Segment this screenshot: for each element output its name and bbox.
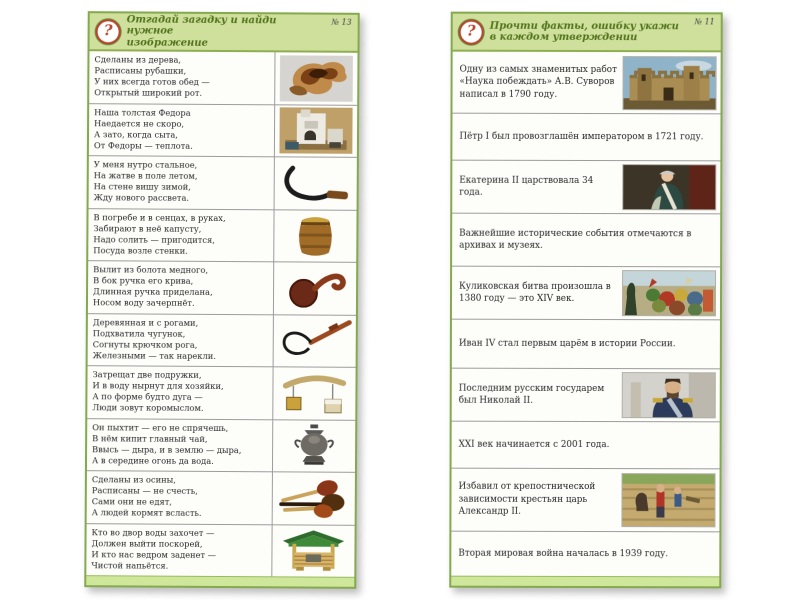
fact-text: Вторая мировая война началась в 1939 году. <box>458 548 669 559</box>
yoke-buckets-image <box>272 367 355 419</box>
nicholas-portrait-image <box>622 372 716 418</box>
stove-image <box>274 105 357 157</box>
fact-row <box>451 531 719 576</box>
question-mark-icon: ? <box>96 19 121 44</box>
riddle-text: Сделаны из осины, Расписаны — не счесть, Сами они не едят, А людей кормят всласть. <box>91 474 202 519</box>
riddle-card-title <box>127 14 352 50</box>
facts-card-header <box>453 14 721 53</box>
barrel-image <box>273 210 356 262</box>
catherine-portrait-image <box>622 164 716 210</box>
ladle-image <box>273 262 356 314</box>
riddle-card-header <box>90 13 358 53</box>
riddle-row <box>88 261 356 315</box>
spoons-image <box>272 472 355 524</box>
riddle-rows-container <box>86 51 357 577</box>
facts-rows-container <box>451 52 720 577</box>
fact-row <box>452 369 720 423</box>
riddle-text: Наша толстая Федора Наедается не скоро, А зато, когда сыта, От Федоры — теплота. <box>93 106 193 151</box>
fortress-image <box>622 56 716 110</box>
riddle-row <box>89 104 357 158</box>
riddle-row <box>87 471 355 525</box>
fact-text: Пётр I был провозглашён императором в 1721 году. <box>459 131 704 143</box>
riddle-card-number: № 13 <box>331 17 352 27</box>
fact-row <box>451 469 719 532</box>
fact-row <box>452 161 720 215</box>
facts-card-title <box>490 20 715 44</box>
riddle-row <box>87 419 355 473</box>
facts-card-title-line2: в каждом утверждении <box>489 31 638 44</box>
riddle-text: Кто во двор воды захочет — Должен выйти поскорей, И кто нас ведром заденет — Чистой напьётся. <box>91 526 217 571</box>
riddle-text: Затрещат две подружки, И в воду нырнут для хозяйки, А по форме будто дуга — Люди зовут коромыслом. <box>92 369 224 414</box>
fact-text: Иван IV стал первым царём в истории России. <box>458 338 676 350</box>
fact-text: Одну из самых знаменитых работ «Наука побеждать» А.В. Суворов написал в 1790 году. <box>459 64 617 100</box>
fact-text: Избавил от крепостнической зависимости крестьян царь Александр II. <box>458 481 596 518</box>
riddle-card-footer-strip <box>86 575 354 587</box>
riddle-row <box>89 156 357 210</box>
fact-row <box>452 114 720 162</box>
riddle-row <box>86 524 354 577</box>
riddle-text: Сделаны из дерева, Расписаны рубашки, У них всегда готов обед — Открытый широкий рот. <box>94 54 210 99</box>
riddle-text: Вылит из болота медного, В бок ручка его крива, Длинная ручка приделана, Носом воду зачерпнёт. <box>92 264 213 309</box>
fact-text: XXI век начинается с 2001 года. <box>458 439 610 451</box>
riddle-row <box>88 209 356 263</box>
fact-text: Екатерина II царствовала 34 года. <box>459 175 594 199</box>
facts-card-number: № 11 <box>694 17 715 27</box>
fact-row <box>452 214 720 268</box>
fact-row <box>452 320 720 370</box>
sickle-image <box>274 157 357 209</box>
fact-row <box>452 52 720 115</box>
riddle-card-title-line1: Отгадай загадку и найди нужное <box>126 14 277 37</box>
riddle-text: Он пыхтит — его не спрячешь, В нём кипит главный чай, Ввысь — дыра, и в землю — дыра, А в середине огонь да вода. <box>91 421 242 466</box>
carved-ladle-image <box>274 52 357 104</box>
riddle-text: В погребе и в сенцах, в руках, Забирают в неё капусту, Надо солить — пригодится, Посуда возле стенки. <box>93 211 226 256</box>
fact-text: Важнейшие исторические события отмечаются в архивах и музеях. <box>459 228 692 252</box>
samovar-image <box>272 420 355 472</box>
facts-card-footer-strip <box>451 576 719 587</box>
well-image <box>271 525 354 577</box>
facts-card-title-line1: Прочти факты, ошибку укажи <box>489 20 679 32</box>
facts-card <box>449 12 723 589</box>
oven-fork-image <box>273 315 356 367</box>
fact-text: Последним русским государем был Николай II. <box>458 383 605 407</box>
battle-painting-image <box>622 270 716 316</box>
riddle-row <box>89 51 357 105</box>
fact-row <box>452 422 720 470</box>
peasants-painting-image <box>621 473 715 527</box>
riddle-text: Деревянная и с рогами, Подхватила чугунок, Согнуты крючком рога, Железными — так нарекли. <box>92 316 217 361</box>
riddle-card-title-line2: изображение <box>126 37 208 49</box>
riddle-text: У меня нутро стальное, На жатве в поле летом, На стене вишу зимой, Жду нового рассвета. <box>93 159 198 204</box>
fact-text: Куликовская битва произошла в 1380 году — это XIV век. <box>458 281 611 305</box>
question-mark-icon: ? <box>459 19 484 44</box>
fact-row <box>452 267 720 321</box>
riddle-row <box>87 366 355 420</box>
riddle-row <box>88 314 356 368</box>
riddle-card <box>84 11 360 589</box>
